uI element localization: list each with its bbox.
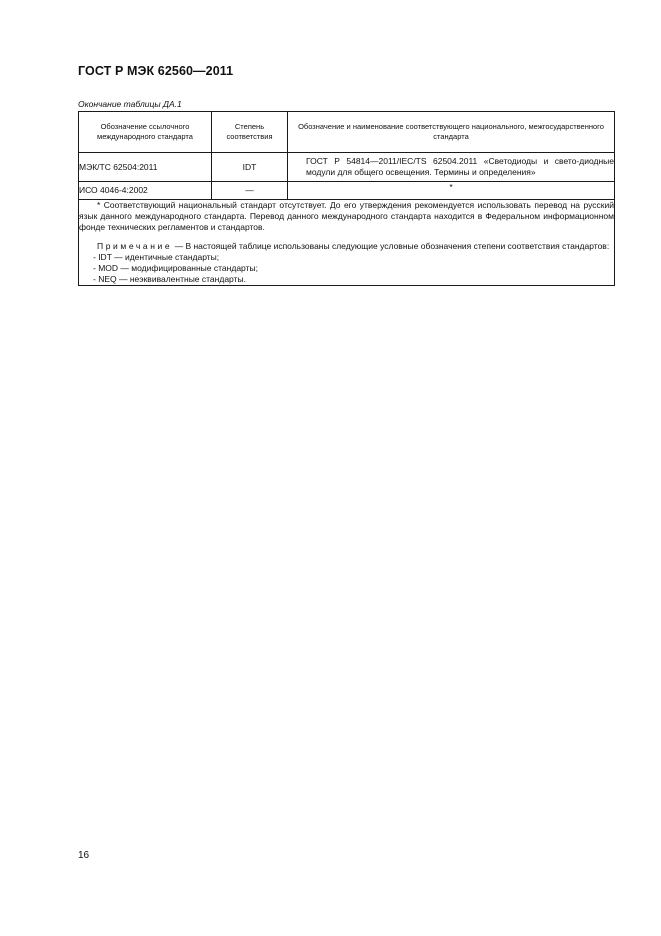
footnote-cell — [79, 200, 615, 286]
column-header-degree: Степень соответствия — [212, 112, 288, 153]
document-title: ГОСТ Р МЭК 62560—2011 — [78, 64, 234, 78]
cell-degree: IDT — [212, 153, 288, 182]
note-item-neq: - NEQ — неэквивалентные стандарты. — [93, 274, 246, 284]
cell-national-standard: * — [288, 182, 615, 200]
note-paragraph — [79, 241, 614, 252]
note-item-mod: - MOD — модифицированные стандарты; — [93, 263, 258, 273]
table-header-row — [79, 112, 615, 153]
table-row — [79, 153, 615, 182]
cell-designation: ИСО 4046-4:2002 — [79, 182, 212, 200]
page-number: 16 — [78, 850, 90, 861]
note-label: Примечание — [97, 241, 173, 251]
note-item-idt: - IDT — идентичные стандарты; — [93, 252, 220, 262]
note-text: — В настоящей таблице использованы следующие условные обозначения степени соответствия стандартов: — [174, 241, 610, 251]
table-row — [79, 182, 615, 200]
cell-national-standard — [288, 153, 615, 182]
table-footnote-row — [79, 200, 615, 286]
footnote-text: * Соответствующий национальный стандарт отсутствует. До его утверждения рекомендуется использовать перевод на русский язык данного международного стандарта. Перевод данного международного стандарта находится в Федеральном информационном фонде технических регламентов и стандартов. — [79, 200, 614, 232]
column-header-designation: Обозначение ссылочного международного стандарта — [79, 112, 212, 153]
table-caption: Окончание таблицы ДА.1 — [78, 99, 182, 109]
reference-standards-table — [78, 111, 615, 286]
cell-designation: МЭК/ТС 62504:2011 — [79, 153, 212, 182]
column-header-national-standard: Обозначение и наименование соответствующего национального, межгосударственного стандарта — [288, 112, 615, 153]
cell-national-standard-text: ГОСТ Р 54814—2011/IEC/TS 62504.2011 «Светодиоды и свето-диодные модули для общего освещения. Термины и определения» — [306, 156, 614, 177]
cell-degree: — — [212, 182, 288, 200]
